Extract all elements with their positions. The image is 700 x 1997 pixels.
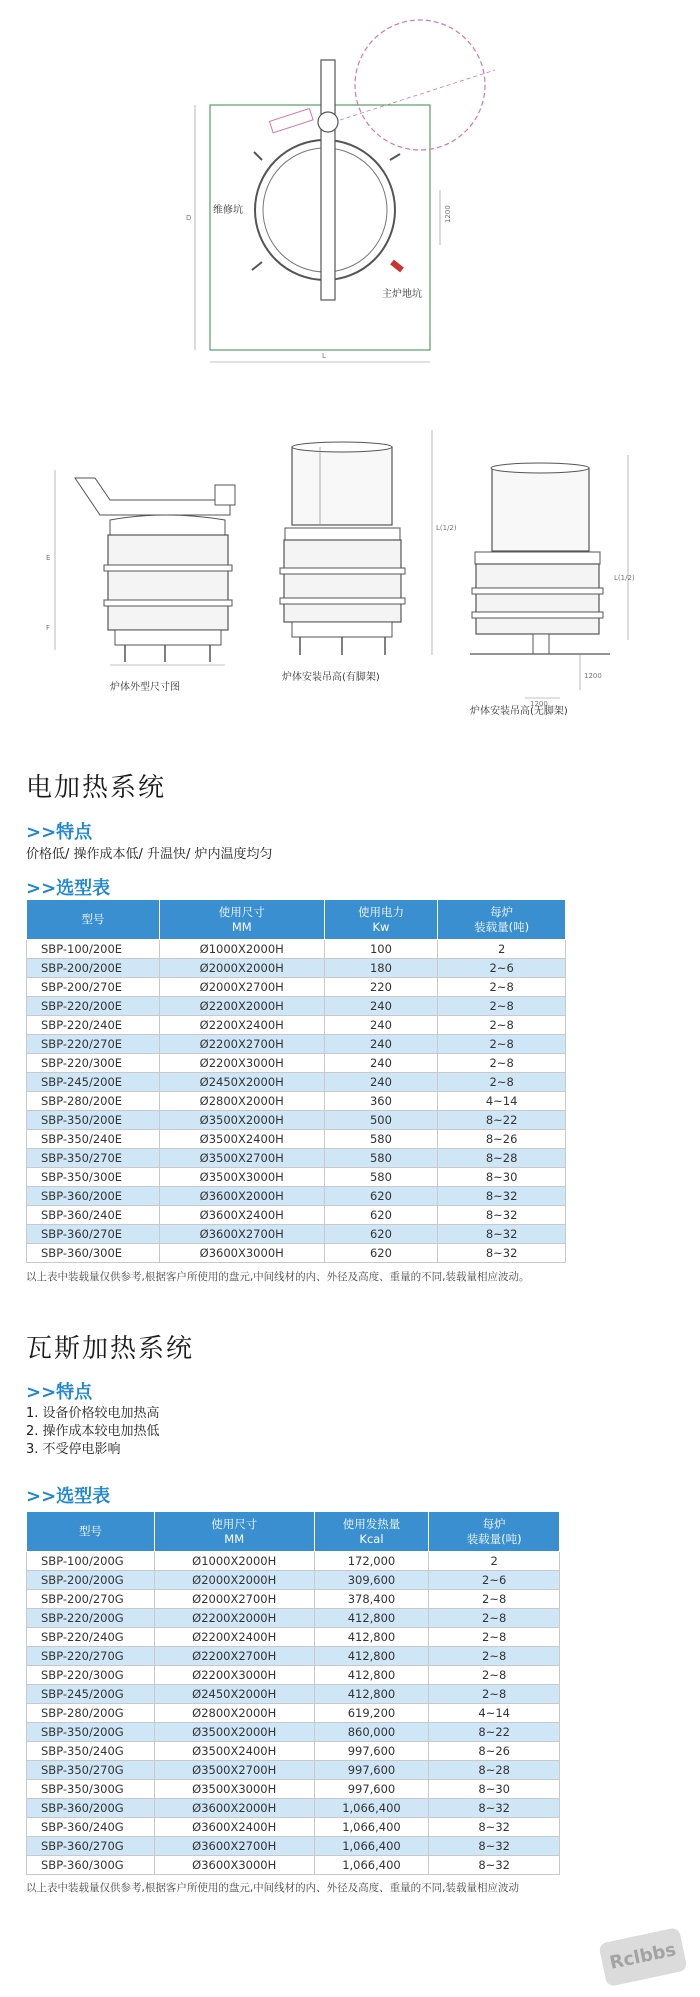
- dim-d-label: D: [186, 214, 192, 222]
- table-row: [27, 1111, 566, 1130]
- cell-model: SBP-360/240G: [27, 1818, 155, 1837]
- dim-1200-label: 1200: [444, 205, 452, 223]
- cell-load: 8~32: [429, 1799, 560, 1818]
- cell-model: SBP-200/200G: [27, 1571, 155, 1590]
- cell-size: Ø2800X2000H: [154, 1704, 314, 1723]
- table-row: [27, 1780, 560, 1799]
- no-legs-view: [470, 455, 635, 717]
- cell-model: SBP-245/200E: [27, 1073, 160, 1092]
- cell-load: 8~32: [438, 1206, 566, 1225]
- cell-power: 172,000: [314, 1552, 429, 1571]
- outline-view: [46, 470, 235, 693]
- dim-l-label: L: [322, 352, 326, 360]
- cell-load: 2~8: [438, 997, 566, 1016]
- table-row: [27, 1818, 560, 1837]
- cell-power: 309,600: [314, 1571, 429, 1590]
- caption-no-legs: 炉体安装吊高(无脚架): [470, 706, 568, 717]
- cell-model: SBP-360/300E: [27, 1244, 160, 1263]
- cell-power: 620: [324, 1206, 438, 1225]
- cell-model: SBP-280/200G: [27, 1704, 155, 1723]
- cell-power: 412,800: [314, 1647, 429, 1666]
- col-size: 使用尺寸 MM: [154, 1512, 314, 1552]
- table-row: [27, 1149, 566, 1168]
- cell-load: 2: [429, 1552, 560, 1571]
- table-row: [27, 940, 566, 959]
- col-model: 型号: [27, 900, 160, 940]
- cell-load: 2~8: [438, 1016, 566, 1035]
- cell-size: Ø3600X2400H: [159, 1206, 324, 1225]
- cell-power: 580: [324, 1130, 438, 1149]
- dim-1200c-label: 1200: [530, 700, 548, 708]
- cell-power: 378,400: [314, 1590, 429, 1609]
- cell-power: 619,200: [314, 1704, 429, 1723]
- cell-power: 240: [324, 997, 438, 1016]
- furnace-drawings: [0, 0, 700, 740]
- cell-power: 240: [324, 1016, 438, 1035]
- col-load: 每炉 装载量(吨): [429, 1512, 560, 1552]
- cell-model: SBP-220/300E: [27, 1054, 160, 1073]
- cell-power: 240: [324, 1073, 438, 1092]
- cell-size: Ø3500X2000H: [154, 1723, 314, 1742]
- cell-model: SBP-360/240E: [27, 1206, 160, 1225]
- repair-pit-label: 维修坑: [213, 205, 243, 216]
- dim-lh2-label: L(1/2): [614, 574, 635, 582]
- cell-load: 8~32: [438, 1225, 566, 1244]
- cell-load: 2~6: [438, 959, 566, 978]
- cell-power: 997,600: [314, 1742, 429, 1761]
- cell-size: Ø2450X2000H: [154, 1685, 314, 1704]
- table-row: [27, 1206, 566, 1225]
- cell-size: Ø3600X2700H: [154, 1837, 314, 1856]
- cell-power: 412,800: [314, 1628, 429, 1647]
- cell-model: SBP-350/240E: [27, 1130, 160, 1149]
- cell-size: Ø3600X3000H: [154, 1856, 314, 1875]
- col-power: 使用电力 Kw: [324, 900, 438, 940]
- table-row: [27, 1742, 560, 1761]
- cell-size: Ø1000X2000H: [154, 1552, 314, 1571]
- cell-load: 2~8: [429, 1666, 560, 1685]
- cell-load: 2~8: [429, 1685, 560, 1704]
- table-row: [27, 1571, 560, 1590]
- electric-features-heading: >>特点: [26, 822, 93, 843]
- electric-note: 以上表中装载量仅供参考,根据客户所使用的盘元,中间线材的内、外径及高度、重量的不同,装载量相应波动。: [26, 1271, 530, 1283]
- electric-feature-1: 价格低/ 操作成本低/ 升温快/ 炉内温度均匀: [26, 847, 273, 862]
- cell-model: SBP-350/300E: [27, 1168, 160, 1187]
- cell-size: Ø3500X2400H: [159, 1130, 324, 1149]
- cell-power: 100: [324, 940, 438, 959]
- cell-load: 8~28: [438, 1149, 566, 1168]
- table-row: [27, 1225, 566, 1244]
- cell-power: 412,800: [314, 1666, 429, 1685]
- cell-load: 8~26: [438, 1130, 566, 1149]
- gas-feature-1: 1. 设备价格较电加热高: [26, 1406, 160, 1421]
- cell-load: 8~22: [438, 1111, 566, 1130]
- gas-section-title: 瓦斯加热系统: [26, 1334, 195, 1364]
- cell-size: Ø2200X2400H: [159, 1016, 324, 1035]
- cell-model: SBP-100/200E: [27, 940, 160, 959]
- cell-size: Ø2200X2000H: [154, 1609, 314, 1628]
- col-model: 型号: [27, 1512, 155, 1552]
- cell-size: Ø3600X2700H: [159, 1225, 324, 1244]
- cell-size: Ø2200X3000H: [159, 1054, 324, 1073]
- cell-size: Ø3600X2400H: [154, 1818, 314, 1837]
- cell-size: Ø2200X2400H: [154, 1628, 314, 1647]
- cell-model: SBP-350/300G: [27, 1780, 155, 1799]
- cell-power: 860,000: [314, 1723, 429, 1742]
- cell-load: 8~30: [438, 1168, 566, 1187]
- cell-load: 2~8: [438, 978, 566, 997]
- dim-e-label: E: [46, 554, 51, 562]
- cell-model: SBP-350/200G: [27, 1723, 155, 1742]
- col-heat: 使用发热量 Kcal: [314, 1512, 429, 1552]
- cell-model: SBP-360/300G: [27, 1856, 155, 1875]
- cell-model: SBP-200/270E: [27, 978, 160, 997]
- cell-size: Ø3600X3000H: [159, 1244, 324, 1263]
- cell-load: 4~14: [438, 1092, 566, 1111]
- table-row: [27, 1187, 566, 1206]
- with-legs-view: [280, 430, 457, 683]
- cell-power: 997,600: [314, 1761, 429, 1780]
- cell-load: 8~22: [429, 1723, 560, 1742]
- cell-size: Ø3500X3000H: [154, 1780, 314, 1799]
- cell-power: 240: [324, 1035, 438, 1054]
- cell-model: SBP-245/200G: [27, 1685, 155, 1704]
- cell-power: 1,066,400: [314, 1799, 429, 1818]
- table-row: [27, 1054, 566, 1073]
- cell-size: Ø3600X2000H: [159, 1187, 324, 1206]
- cell-model: SBP-200/200E: [27, 959, 160, 978]
- cell-model: SBP-220/240E: [27, 1016, 160, 1035]
- dim-1200b-label: 1200: [584, 672, 602, 680]
- caption-with-legs: 炉体安装吊高(有脚架): [282, 672, 380, 683]
- cell-model: SBP-350/270G: [27, 1761, 155, 1780]
- cell-model: SBP-100/200G: [27, 1552, 155, 1571]
- cell-model: SBP-350/270E: [27, 1149, 160, 1168]
- cell-load: 8~32: [429, 1818, 560, 1837]
- cell-load: 2~8: [438, 1073, 566, 1092]
- cell-load: 8~26: [429, 1742, 560, 1761]
- cell-power: 580: [324, 1149, 438, 1168]
- cell-power: 500: [324, 1111, 438, 1130]
- cell-load: 2~8: [429, 1628, 560, 1647]
- table-row: [27, 1628, 560, 1647]
- cell-model: SBP-220/270G: [27, 1647, 155, 1666]
- dim-lh1-label: L(1/2): [436, 524, 457, 532]
- plan-view: [186, 20, 495, 362]
- table-row: [27, 1552, 560, 1571]
- cell-model: SBP-350/240G: [27, 1742, 155, 1761]
- cell-power: 412,800: [314, 1609, 429, 1628]
- cell-load: 2: [438, 940, 566, 959]
- table-row: [27, 1685, 560, 1704]
- cell-load: 2~8: [429, 1609, 560, 1628]
- cell-model: SBP-360/200G: [27, 1799, 155, 1818]
- cell-load: 8~30: [429, 1780, 560, 1799]
- table-row: [27, 1035, 566, 1054]
- watermark-logo: Rclbbs: [598, 1927, 687, 1987]
- cell-power: 220: [324, 978, 438, 997]
- cell-power: 412,800: [314, 1685, 429, 1704]
- cell-size: Ø2000X2000H: [154, 1571, 314, 1590]
- cell-size: Ø3500X2000H: [159, 1111, 324, 1130]
- cell-load: 8~32: [429, 1837, 560, 1856]
- cell-model: SBP-220/200G: [27, 1609, 155, 1628]
- table-row: [27, 997, 566, 1016]
- table-row: [27, 1073, 566, 1092]
- cell-model: SBP-220/200E: [27, 997, 160, 1016]
- cell-size: Ø2000X2700H: [159, 978, 324, 997]
- table-row: [27, 1016, 566, 1035]
- cell-load: 8~32: [438, 1187, 566, 1206]
- cell-load: 8~28: [429, 1761, 560, 1780]
- cell-model: SBP-220/300G: [27, 1666, 155, 1685]
- cell-size: Ø3500X2400H: [154, 1742, 314, 1761]
- cell-power: 620: [324, 1225, 438, 1244]
- electric-spec-table: [26, 899, 566, 1263]
- cell-power: 997,600: [314, 1780, 429, 1799]
- cell-power: 620: [324, 1244, 438, 1263]
- cell-load: 8~32: [429, 1856, 560, 1875]
- cell-power: 1,066,400: [314, 1818, 429, 1837]
- table-row: [27, 978, 566, 997]
- caption-outline: 炉体外型尺寸图: [110, 682, 180, 693]
- cell-model: SBP-350/200E: [27, 1111, 160, 1130]
- cell-size: Ø2200X2700H: [154, 1647, 314, 1666]
- cell-power: 1,066,400: [314, 1837, 429, 1856]
- cell-size: Ø1000X2000H: [159, 940, 324, 959]
- cell-power: 240: [324, 1054, 438, 1073]
- table-row: [27, 959, 566, 978]
- table-row: [27, 1244, 566, 1263]
- main-pit-label: 主炉地坑: [382, 289, 422, 300]
- gas-note: 以上表中装载量仅供参考,根据客户所使用的盘元,中间线材的内、外径及高度、重量的不同,装载量相应波动: [26, 1882, 520, 1894]
- cell-power: 1,066,400: [314, 1856, 429, 1875]
- cell-load: 2~8: [429, 1647, 560, 1666]
- cell-size: Ø2000X2700H: [154, 1590, 314, 1609]
- table-row: [27, 1856, 560, 1875]
- cell-model: SBP-220/270E: [27, 1035, 160, 1054]
- cell-load: 2~8: [429, 1590, 560, 1609]
- table-row: [27, 1723, 560, 1742]
- table-row: [27, 1609, 560, 1628]
- table-row: [27, 1799, 560, 1818]
- table-row: [27, 1168, 566, 1187]
- table-row: [27, 1092, 566, 1111]
- cell-size: Ø3500X3000H: [159, 1168, 324, 1187]
- cell-model: SBP-360/200E: [27, 1187, 160, 1206]
- cell-size: Ø2800X2000H: [159, 1092, 324, 1111]
- table-row: [27, 1837, 560, 1856]
- table-row: [27, 1647, 560, 1666]
- cell-load: 2~8: [438, 1054, 566, 1073]
- electric-table-heading: >>选型表: [26, 878, 111, 899]
- table-row: [27, 1130, 566, 1149]
- col-load: 每炉 装载量(吨): [438, 900, 566, 940]
- table-row: [27, 1666, 560, 1685]
- cell-load: 2~8: [438, 1035, 566, 1054]
- gas-spec-table: [26, 1511, 560, 1875]
- cell-size: Ø2200X3000H: [154, 1666, 314, 1685]
- table-row: [27, 1761, 560, 1780]
- cell-power: 180: [324, 959, 438, 978]
- gas-features-heading: >>特点: [26, 1382, 93, 1403]
- cell-size: Ø2000X2000H: [159, 959, 324, 978]
- cell-size: Ø3500X2700H: [159, 1149, 324, 1168]
- gas-feature-2: 2. 操作成本较电加热低: [26, 1424, 160, 1439]
- cell-load: 2~6: [429, 1571, 560, 1590]
- electric-section-title: 电加热系统: [26, 773, 167, 803]
- cell-model: SBP-360/270E: [27, 1225, 160, 1244]
- table-row: [27, 1704, 560, 1723]
- cell-size: Ø3600X2000H: [154, 1799, 314, 1818]
- cell-size: Ø3500X2700H: [154, 1761, 314, 1780]
- cell-power: 620: [324, 1187, 438, 1206]
- cell-size: Ø2450X2000H: [159, 1073, 324, 1092]
- cell-model: SBP-220/240G: [27, 1628, 155, 1647]
- cell-size: Ø2200X2700H: [159, 1035, 324, 1054]
- cell-load: 8~32: [438, 1244, 566, 1263]
- dim-f-label: F: [46, 624, 51, 632]
- gas-feature-3: 3. 不受停电影响: [26, 1442, 121, 1457]
- cell-power: 580: [324, 1168, 438, 1187]
- cell-size: Ø2200X2000H: [159, 997, 324, 1016]
- cell-model: SBP-360/270G: [27, 1837, 155, 1856]
- table-row: [27, 1590, 560, 1609]
- cell-model: SBP-280/200E: [27, 1092, 160, 1111]
- cell-power: 360: [324, 1092, 438, 1111]
- col-size: 使用尺寸 MM: [159, 900, 324, 940]
- cell-load: 4~14: [429, 1704, 560, 1723]
- gas-table-heading: >>选型表: [26, 1486, 111, 1507]
- cell-model: SBP-200/270G: [27, 1590, 155, 1609]
